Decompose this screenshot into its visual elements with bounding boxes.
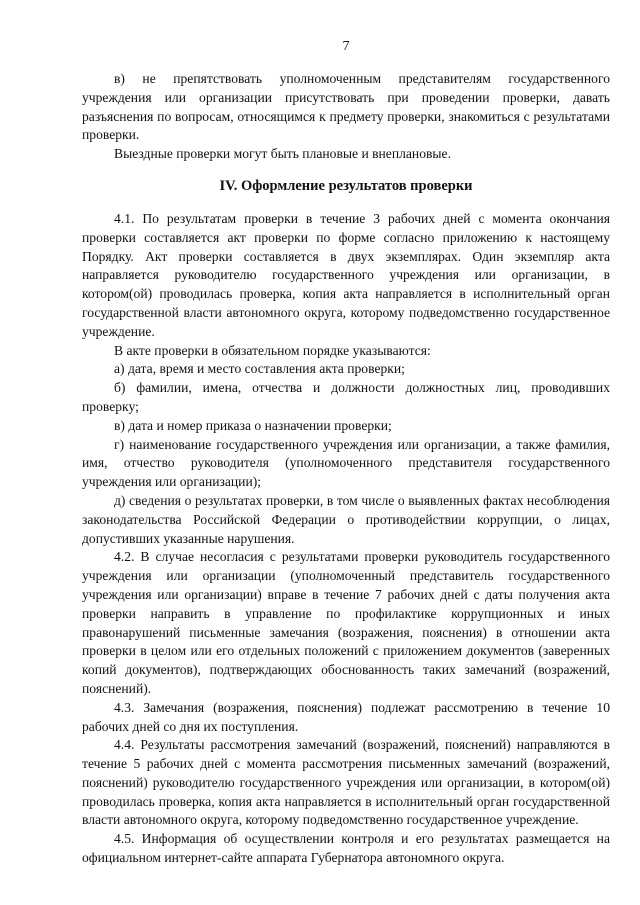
paragraph-4-1: 4.1. По результатам проверки в течение 3 рабочих дней с момента окончания проверки составляется акт проверки по форме согласно приложению к настоящему Порядку. Акт проверки составляется в двух экземплярах. Один экземпляр акта направляется руководителю государственного учреждения или организации, в котором(ой) проводилась проверка, копия акта направляется в исполнительный орган государственной власти автономного округа, которому подведомственно государственное учреждение. bbox=[82, 210, 610, 339]
paragraph-item-b: б) фамилии, имена, отчества и должности должностных лиц, проводивших проверку; bbox=[82, 380, 610, 414]
paragraph-4-3: 4.3. Замечания (возражения, пояснения) подлежат рассмотрению в течение 10 рабочих дней со дня их поступления. bbox=[82, 699, 610, 734]
paragraph-4-2: 4.2. В случае несогласия с результатами проверки руководитель государственного учреждения или организации (уполномоченный представитель государственного учреждения или организации) вправе в течение 7 рабочих дней с даты получения акта проверки направить в управление по профилактике коррупционных и иных правонарушений письменные замечания (возражения, пояснения) в отношении акта проверки в целом или его отдельных положений с приложением документов (заверенных копий документов), подтверждающих обоснованность таких замечаний (возражений, пояснений). bbox=[82, 549, 610, 696]
paragraph-4-5: 4.5. Информация об осуществлении контроля и его результатах размещается на официальном интернет-сайте аппарата Губернатора автономного округа. bbox=[82, 831, 610, 866]
paragraph-item-g: г) наименование государственного учреждения или организации, а также фамилия, имя, отчество руководителя (уполномоченного представителя государственного учреждения или организации); bbox=[82, 436, 610, 490]
page-number: 7 bbox=[342, 39, 350, 54]
paragraph-item-d: д) сведения о результатах проверки, в том числе о выявленных фактах несоблюдения законодательства Российской Федерации о противодействии коррупции, о лицах, допустивших указанные нарушения. bbox=[82, 492, 610, 546]
paragraph-act-contents-intro: В акте проверки в обязательном порядке указываются: bbox=[114, 342, 431, 358]
paragraph-item-v2: в) дата и номер приказа о назначении проверки; bbox=[114, 417, 392, 433]
paragraph-4-4: 4.4. Результаты рассмотрения замечаний (возражений, пояснений) направляются в течение 5 рабочих дней с момента рассмотрения письменных замечаний (возражений, пояснений) руководителю государственного учреждения или организации, в котором(ой) проводилась проверка, копия акта направляется в исполнительный орган государственной власти автономного округа, которому подведомственно государственное учреждение. bbox=[82, 737, 610, 828]
paragraph-field-checks: Выездные проверки могут быть плановые и внеплановые. bbox=[114, 146, 451, 162]
section-title: IV. Оформление результатов проверки bbox=[219, 177, 473, 194]
paragraph-item-a: а) дата, время и место составления акта проверки; bbox=[114, 361, 405, 377]
paragraph-item-v: в) не препятствовать уполномоченным представителям государственного учреждения или организации присутствовать при проведении проверки, давать разъяснения по вопросам, относящимся к предмету проверки, знакомиться с результатами проверки. bbox=[82, 71, 610, 143]
